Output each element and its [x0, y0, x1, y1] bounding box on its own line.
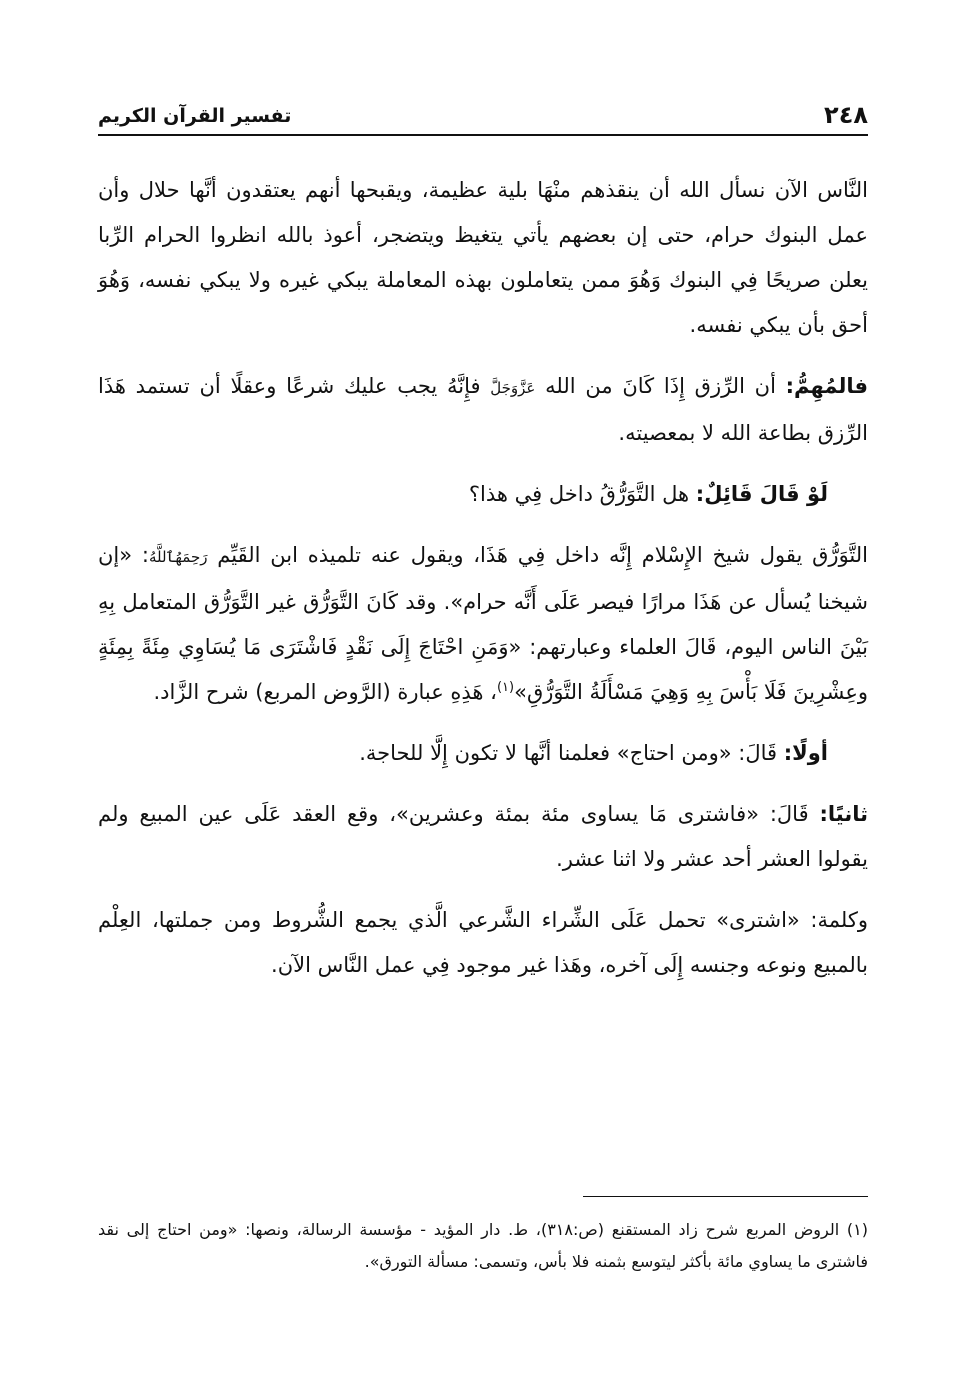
- paragraph-6-lead: ثانيًا:: [819, 802, 868, 826]
- running-title: تفسير القرآن الكريم: [98, 105, 292, 127]
- footnote: [98, 1214, 868, 1278]
- paragraph-7-text: وكلمة: «اشترى» تحمل عَلَى الشِّراء الشَّرعي الَّذي يجمع الشُّروط ومن جملتها، العِلْم بالمبيع ونوعه وجنسه إِلَى آخره، وهَذا غير موجود فِي عمل النَّاس الآن.: [98, 908, 868, 977]
- paragraph-2-text-a: أن الرِّزق إِذَا كَانَ من الله: [535, 374, 786, 398]
- page-header: [98, 98, 868, 136]
- honorific-rahimahullah: رَحِمَهُٱللَّهُ: [148, 548, 208, 566]
- honorific-azza-wa-jalla: عَزَّوَجَلَّ: [490, 379, 536, 397]
- paragraph-4: [98, 533, 868, 715]
- paragraph-3: [98, 472, 868, 517]
- paragraph-1: [98, 168, 868, 348]
- paragraph-4-text-b: : «إن شيخنا يُسأل عن هَذَا مرارًا فيصر عَلَى أَنَّه حرام». وقد كَانَ التَّوَرُّق غير التَّوَرُّق المتعامل بِهِ بَيْنَ الناس اليوم، قَالَ العلماء وعبارتهم: «وَمَنِ احْتَاجَ إِلَى نَقْدٍ فَاشْتَرَى مَا يُسَاوِي مِئَةً بِمِئَةٍ وعِشْرِينَ فَلَا بَأْسَ بِهِ وَهِيَ مَسْأَلَةُ التَّوَرُّقِ»: [98, 543, 868, 704]
- paragraph-6: [98, 792, 868, 882]
- footnote-text: (١) الروض المربع شرح زاد المستقنع (ص:٣١٨)، ط. دار المؤيد - مؤسسة الرسالة، ونصها: «ومن احتاج إلى نقد فاشترى ما يساوي مائة بأكثر ليتوسع بثمنه فلا بأس، وتسمى: مسألة التورق».: [98, 1220, 869, 1271]
- paragraph-1-text: النَّاس الآن نسأل الله أن ينقذهم منْهَا بلية عظيمة، ويقبحها أنهم يعتقدون أنَّها حلال وأن عمل البنوك حرام، حتى إن بعضهم يأتي يتغيظ ويتضجر، أعوذ بالله انظروا الحرام الرِّبا يعلن صريحًا فِي البنوك وَهُوَ ممن يتعاملون بهذه المعاملة يبكي غيره ولا يبكي نفسه، وَهُوَ أحق بأن يبكي نفسه.: [98, 178, 868, 337]
- paragraph-6-text: قَالَ: «فاشترى مَا يساوى مئة بمئة وعشرين»، وقع العقد عَلَى عين المبيع ولم يقولوا العشر أحد عشر ولا اثنا عشر.: [98, 802, 868, 871]
- paragraph-4-text-c: ، هَذِهِ عبارة (الرَّوض المربع) شرح الزَّاد.: [153, 680, 497, 704]
- paragraph-2-lead: فالمُهِمُّ:: [785, 374, 868, 398]
- paragraph-2-text-b: فإِنَّهُ يجب عليك شرعًا وعقلًا أن تستمد هَذَا الرِّزق بطاعة الله لا بمعصيته.: [98, 374, 868, 445]
- footnote-reference: (١): [496, 680, 515, 695]
- paragraph-7: [98, 898, 868, 988]
- paragraph-5: [98, 731, 868, 776]
- paragraph-2: [98, 364, 868, 456]
- paragraph-3-text: هل التَّوَرُّقُ داخل فِي هذا؟: [468, 482, 696, 506]
- footnote-separator: [583, 1196, 868, 1197]
- main-text: [98, 168, 868, 988]
- paragraph-4-text-a: التَّوَرُّق يقول شيخ الإِسْلام إِنَّه داخل فِي هَذَا، ويقول عنه تلميذه ابن القَيِّم: [207, 543, 868, 567]
- page-number: ٢٤٨: [824, 101, 868, 129]
- paragraph-3-lead: لَوْ قَالَ قَائِلٌ:: [695, 482, 828, 506]
- paragraph-5-lead: أولًا:: [783, 741, 828, 765]
- paragraph-5-text: قَالَ: «ومن احتاج» فعلمنا أنَّها لا تكون إِلَّا للحاجة.: [359, 741, 784, 765]
